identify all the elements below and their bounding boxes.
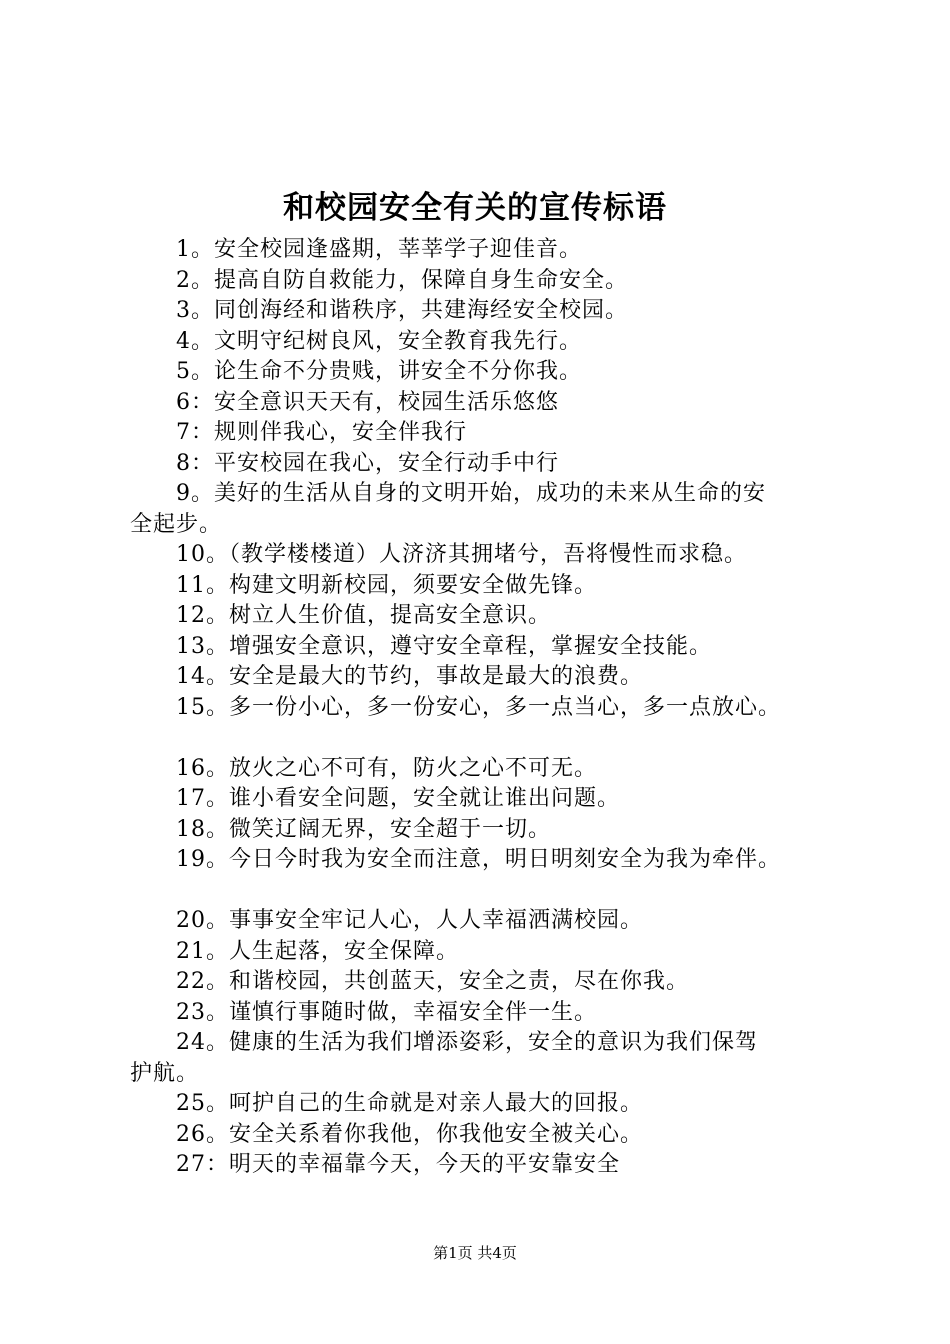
slogan-line: 7：规则伴我心，安全伴我行	[176, 420, 467, 445]
slogan-line: 22。和谐校园，共创蓝天，安全之责，尽在你我。	[176, 969, 689, 994]
slogan-line: 24。健康的生活为我们增添姿彩，安全的意识为我们保驾	[176, 1030, 758, 1055]
slogan-line: 10。（教学楼楼道）人济济其拥堵兮，吾将慢性而求稳。	[176, 542, 747, 567]
slogan-line: 6：安全意识天天有，校园生活乐悠悠	[176, 389, 559, 415]
slogan-line: 1。安全校园逢盛期，莘莘学子迎佳音。	[176, 237, 582, 262]
slogan-line: 8：平安校园在我心，安全行动手中行	[176, 450, 559, 476]
slogan-line: 3。同创海经和谐秩序，共建海经安全校园。	[176, 298, 628, 323]
page-footer: 第1页 共4页	[433, 1244, 517, 1262]
blank-line	[130, 723, 850, 754]
slogan-line: 27：明天的幸福靠今天，今天的平安靠安全	[176, 1152, 620, 1177]
slogan-line: 16。放火之心不可有，防火之心不可无。	[176, 755, 597, 781]
blank-line	[130, 876, 850, 907]
slogan-line: 9。美好的生活从自身的文明开始，成功的未来从生命的安	[176, 481, 766, 506]
slogan-list	[130, 235, 850, 1181]
slogan-line: 25。呵护自己的生命就是对亲人最大的回报。	[176, 1091, 643, 1116]
slogan-line: 15。多一份小心，多一份安心，多一点当心，多一点放心。	[176, 694, 781, 720]
slogan-line: 17。谁小看安全问题，安全就让谁出问题。	[176, 786, 620, 811]
slogan-line: 12。树立人生价值，提高安全意识。	[176, 603, 551, 628]
slogan-line: 23。谨慎行事随时做，幸福安全伴一生。	[176, 999, 597, 1025]
slogan-line: 14。安全是最大的节约，事故是最大的浪费。	[176, 664, 643, 689]
slogan-line: 18。微笑辽阔无界，安全超于一切。	[176, 816, 551, 842]
slogan-line: 11。构建文明新校园，须要安全做先锋。	[176, 572, 597, 598]
slogan-line: 26。安全关系着你我他，你我他安全被关心。	[176, 1121, 643, 1147]
slogan-line: 13。增强安全意识，遵守安全章程，掌握安全技能。	[176, 633, 712, 659]
slogan-line: 2。提高自防自救能力，保障自身生命安全。	[176, 267, 628, 293]
slogan-line: 21。人生起落，安全保障。	[176, 938, 459, 964]
slogan-line-continuation: 全起步。	[130, 511, 223, 537]
page-title: 和校园安全有关的宣传标语	[283, 190, 667, 226]
slogan-line: 4。文明守纪树良风，安全教育我先行。	[176, 328, 582, 354]
slogan-line: 19。今日今时我为安全而注意，明日明刻安全为我为牵伴。	[176, 847, 781, 872]
slogan-line: 5。论生命不分贵贱，讲安全不分你我。	[176, 359, 582, 384]
slogan-line: 20。事事安全牢记人心，人人幸福洒满校园。	[176, 908, 643, 933]
slogan-line-continuation: 护航。	[130, 1060, 200, 1086]
